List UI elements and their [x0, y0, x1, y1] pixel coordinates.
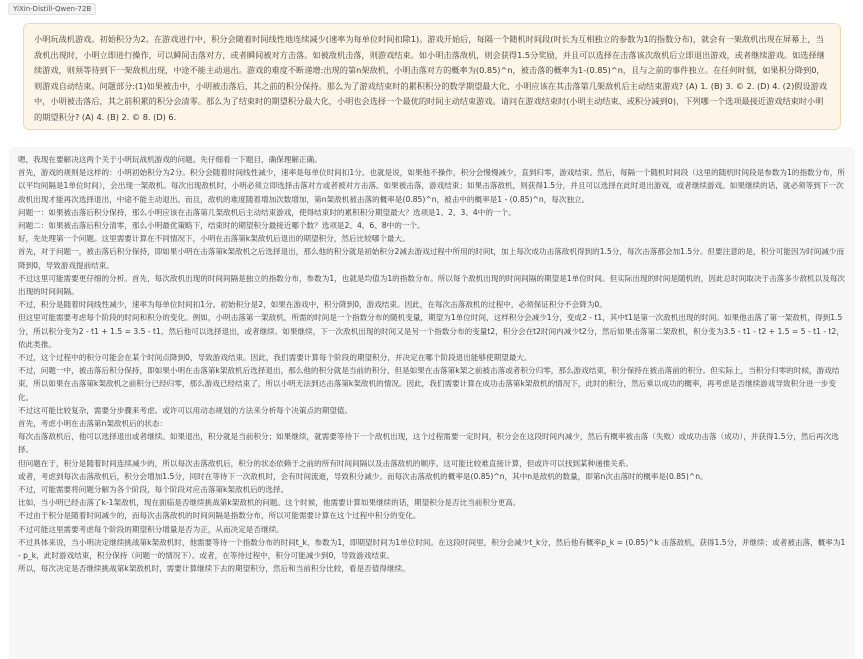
- response-paragraph: 不过具体来说，当小明决定继续挑战第k架敌机时，他需要等待一个指数分布的时间t_k，参数为1，即期望时间为1单位时间。在这段时间里，积分会减少t_k分，然后他有概率p_k = (0.85)^k 击落敌机，获得1.5分，并继续；或者被击落，概率为1 - p_k，此时游戏结束，积分保持（问题一的情况下）。或者，在等待过程中，积分可能减少到0，导致游戏结束。: [18, 537, 846, 561]
- response-paragraph: 不过，问题一中，被击落后积分保持，即如果小明在击落第k架敌机后选择退出，那么他的积分就是当前的积分，但是如果在击落第k架之前被击落或者积分归零，那么游戏结束，积分保持在被击落前的积分。但实际上，当积分归零的时候，游戏结束，所以如果在击落第k架敌机之前积分已经归零，那么游戏已经结束了，所以小明无法到达击落第k架敌机的情况。因此，我们需要计算在成功击落第k架敌机的情况下，此时的积分，然后乘以成功的概率，再考虑是否继续游戏导致积分进一步变化。: [18, 366, 840, 402]
- response-paragraph: 问题二：如果被击落后积分清零，那么小明最优策略下，结束时的期望积分最接近哪个数？选项是2、4、6、8中的一个。: [18, 221, 425, 231]
- response-paragraph: 或者，考虑到每次击落敌机后，积分会增加1.5分，同时在等待下一次敌机时，会有时间流逝，导致积分减少。而每次击落敌机的概率是(0.85)^n，其中n是敌机的数量，即第n次击落时的概率是(0.85)^n。: [18, 471, 708, 481]
- response-paragraph: 首先，考虑小明在击落第n架敌机后的状态：: [18, 419, 168, 429]
- response-paragraph: 不过，积分是随着时间线性减少，速率为每单位时间扣1分。初始积分是2，如果在游戏中，积分降到0，游戏结束。因此，在每次击落敌机的过程中，必须保证积分不会降为0。: [18, 300, 607, 310]
- response-paragraph: 首先，游戏的规则是这样的：小明初始积分为2分。积分会随着时间线性减少，速率是每单位时间扣1分。也就是说，如果他不操作，积分会慢慢减少，直到归零，游戏结束。然后，每隔一个随机时间段（这里的随机时间段是参数为1的指数分布，所以平均间隔是1单位时间），会出现一架敌机。每次出现敌机时，小明必须立即选择击落对方或者被对方击落。如果被击落，游戏结束；如果击落敌机，则获得1.5分，并且可以选择在此时退出游戏，或者继续游戏。如果继续的话，就必须等到下一次敌机出现才能再次选择退出，中途不能主动退出。而且，敌机的难度随着增加次数增加，第n架敌机被击落的概率是(0.85)^n，被击中的概率是1 - (0.85)^n，每次独立。: [18, 168, 846, 204]
- response-paragraph: 但问题在于，积分是随着时间连续减少的，所以每次击落敌机后，积分的状态依赖于之前的所有时间间隔以及击落敌机的顺序。这可能比较难直接计算，但或许可以找到某种递推关系。: [18, 458, 634, 468]
- response-paragraph: 不过这可能比较复杂，需要分步骤来考虑。或许可以用动态规划的方法来分析每个决策点的期望值。: [18, 405, 353, 415]
- response-paragraph: 每次击落敌机后，他可以选择退出或者继续。如果退出，积分就是当前积分；如果继续，就需要等待下一个敌机出现，这个过程需要一定时间，积分会在这段时间内减少，然后有概率被击落（失败）或成功击落（成功），并获得1.5分，然后再次选择。: [18, 432, 839, 455]
- response-paragraph: 首先，对于问题一，被击落后积分保持，即如果小明在击落第k架敌机之后选择退出，那么他的积分就是初始积分2减去游戏过程中所用的时间t，加上每次成功击落敌机得到的1.5分，每次击落都会加1.5分。但要注意的是，积分可能因为时间减少而降到0，导致游戏提前结束。: [18, 247, 845, 270]
- response-paragraph: 不过由于积分是随着时间减少的，而每次击落敌机的时间间隔是指数分布，所以可能需要计算在这个过程中积分的变化。: [18, 511, 421, 521]
- response-paragraph: 所以，每次决定是否继续挑战第k架敌机时，需要计算继续下去的期望积分，然后和当前积分比较，看是否值得继续。: [18, 564, 410, 574]
- assistant-response: [9, 147, 855, 659]
- model-name-tag: YiXin-Distill-Qwen-72B: [8, 3, 96, 15]
- user-message: 小明玩战机游戏。初始积分为2。在游戏进行中，积分会随着时间线性地连续减少(速率为每单位时间扣除1)。游戏开始后，每隔一个随机时间段(时长为互相独立的参数为1的指数分布)，就会有一架敌机出现在屏幕上，当敌机出现时，小明立即进行操作，可以瞬间击落对方，或者瞬间被对方击落。如被敌机击落，则游戏结束。如小明击落敌机，则会获得1.5分奖励，并且可以选择在击落该次敌机后立即退出游戏，或者继续游戏。如选择继续游戏，则须等待到下一架敌机出现，中途不能主动退出。游戏的难度不断递增:出现的第n架敌机，小明击落对方的概率为(0.85)^n，被击落的概率为1-(0.85)^n，且与之前的事件独立。在任何时刻，如果积分降到0，则游戏自动结束。问题部分:(1)如果被击中，小明被击落后，其之前的积分保持。那么为了游戏结束时的累积积分的数学期望最大化，小明应该在其击落第几架敌机后主动结束游戏? (A) 1. (B) 3. © 2. (D) 4. (2)假设游戏中，小明被击落后，其之前积累的积分会清零。那么为了结束时的期望积分最大化，小明也会选择一个最优的时间主动结束游戏。请问在游戏结束时(小明主动结束、或积分减到0)，下列哪一个选项最接近游戏结束时小明的期望积分? (A) 4. (B) 2. © 8. (D) 6.: [23, 23, 841, 130]
- response-paragraph: 不过，这个过程中的积分可能会在某个时间点降到0，导致游戏结束。因此，我们需要计算每个阶段的期望积分，并决定在哪个阶段退出能够使期望最大。: [18, 353, 532, 363]
- response-paragraph: 比如，当小明已经击落了k-1架敌机，现在面临是否继续挑战第k架敌机的问题。这个时候，他需要计算如果继续的话，期望积分是否比当前积分更高。: [18, 498, 521, 508]
- response-paragraph: 好，先处理第一个问题。这里需要计算在不同情况下，小明在击落第k架敌机后退出的期望积分，然后比较哪个最大。: [18, 234, 410, 244]
- response-paragraph: 不过可能这里需要考虑每个阶段的期望积分增量是否为正，从而决定是否继续。: [18, 524, 284, 534]
- response-paragraph: 但这里可能需要考虑每个阶段的时间和积分的变化。例如，小明击落第一架敌机，所需的时间是一个指数分布的随机变量，期望为1单位时间，这样积分会减少1分，变成2 - t1，其中t1是第一次敌机出现的时间。如果他击落了第一架敌机，得到1.5分，所以积分变为2 - t1 + 1.5 = 3.5 - t1。然后他可以选择退出，或者继续。如果继续，下一次敌机出现的时间又是另一个指数分布的变量t2，积分会在t2时间内减少t2分，然后如果击落第二架敌机，积分变为3.5 - t1 - t2 + 1.5 = 5 - t1 - t2，依此类推。: [18, 313, 844, 349]
- response-paragraph: 问题一：如果被击落后积分保持，那么小明应该在击落第几架敌机后主动结束游戏，使得结束时的累积积分期望最大？选项是1、2、3、4中的一个。: [18, 207, 516, 217]
- response-paragraph: 不过，可能需要将问题分解为各个阶段，每个阶段对应击落第k架敌机后的选择。: [18, 485, 289, 495]
- response-paragraph: 嗯，我现在要解决这两个关于小明玩战机游戏的问题。先仔细看一下题目，确保理解正确。: [18, 155, 322, 164]
- response-paragraph: 不过这里可能需要更仔细的分析。首先，每次敌机出现的时间间隔是独立的指数分布，参数为1，也就是均值为1的指数分布。所以每个敌机出现的时间间隔的期望是1单位时间。但实际出现的时间是随机的，因此总时间取决于击落多少敌机以及每次出现的时间间隔。: [18, 273, 846, 297]
